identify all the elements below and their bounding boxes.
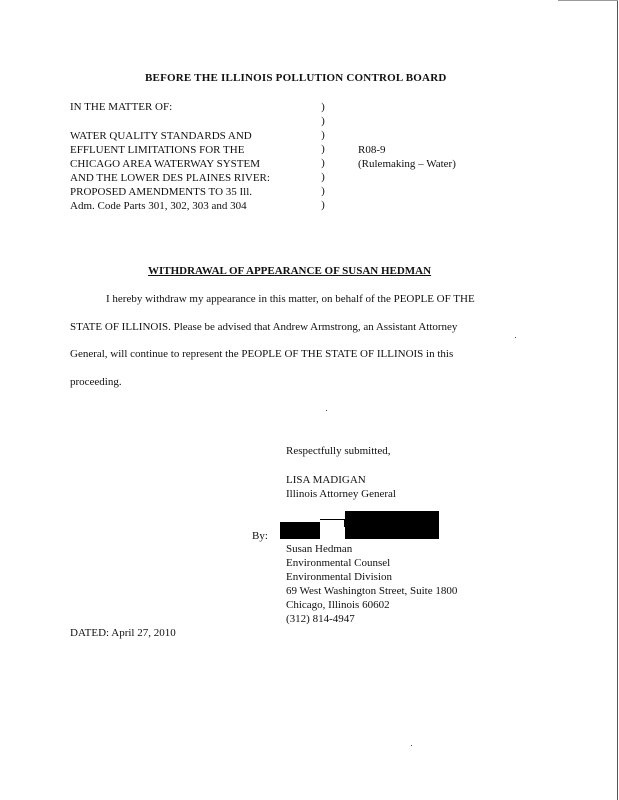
matter-label: IN THE MATTER OF:	[70, 101, 173, 113]
page-edge-line	[617, 0, 618, 800]
redacted-signature-right	[345, 511, 439, 539]
paren: )	[321, 171, 325, 183]
paren: )	[321, 101, 325, 113]
signature-stroke	[344, 519, 345, 527]
attorney-name: LISA MADIGAN	[286, 474, 366, 486]
body-line-1: I hereby withdraw my appearance in this matter, on behalf of the PEOPLE OF THE	[106, 293, 475, 305]
paren: )	[321, 199, 325, 211]
caption-line: EFFLUENT LIMITATIONS FOR THE	[70, 144, 245, 156]
paren: )	[321, 185, 325, 197]
signer-line: Environmental Counsel	[286, 557, 391, 569]
paren: )	[321, 115, 325, 127]
signer-line: (312) 814-4947	[286, 613, 355, 625]
signer-line: Environmental Division	[286, 571, 393, 583]
redacted-signature-left	[280, 522, 320, 539]
signature-stroke	[320, 519, 345, 520]
scan-speck	[411, 745, 412, 746]
body-line-4: proceeding.	[70, 376, 122, 388]
signer-line: Chicago, Illinois 60602	[286, 599, 390, 611]
page-edge-mark	[558, 0, 618, 1]
signer-line: 69 West Washington Street, Suite 1800	[286, 585, 458, 597]
caption-line: Adm. Code Parts 301, 302, 303 and 304	[70, 200, 247, 212]
caption-lines	[70, 129, 270, 213]
caption-line: CHICAGO AREA WATERWAY SYSTEM	[70, 158, 260, 170]
by-label: By:	[252, 530, 268, 542]
attorney-block	[286, 473, 396, 501]
attorney-title: Illinois Attorney General	[286, 488, 396, 500]
caption-parens	[319, 100, 327, 212]
scan-speck	[326, 410, 327, 411]
case-number: R08-9	[358, 144, 386, 156]
board-title: BEFORE THE ILLINOIS POLLUTION CONTROL BOARD	[145, 72, 447, 84]
signer-line: Susan Hedman	[286, 543, 353, 555]
signer-block	[286, 542, 457, 626]
paren: )	[321, 143, 325, 155]
case-info	[358, 143, 456, 171]
case-type: (Rulemaking – Water)	[358, 158, 456, 170]
closing: Respectfully submitted,	[286, 445, 391, 457]
caption-line: WATER QUALITY STANDARDS AND	[70, 130, 252, 142]
body-line-2: STATE OF ILLINOIS. Please be advised that Andrew Armstrong, an Assistant Attorney	[70, 321, 458, 333]
caption-line: PROPOSED AMENDMENTS TO 35 Ill.	[70, 186, 253, 198]
caption-line: AND THE LOWER DES PLAINES RIVER:	[70, 172, 270, 184]
section-title: WITHDRAWAL OF APPEARANCE OF SUSAN HEDMAN	[148, 265, 432, 277]
body-line-3: General, will continue to represent the PEOPLE OF THE STATE OF ILLINOIS in this	[70, 348, 454, 360]
paren: )	[321, 157, 325, 169]
paren: )	[321, 129, 325, 141]
dated-line: DATED: April 27, 2010	[70, 627, 176, 639]
scan-speck	[515, 337, 516, 338]
